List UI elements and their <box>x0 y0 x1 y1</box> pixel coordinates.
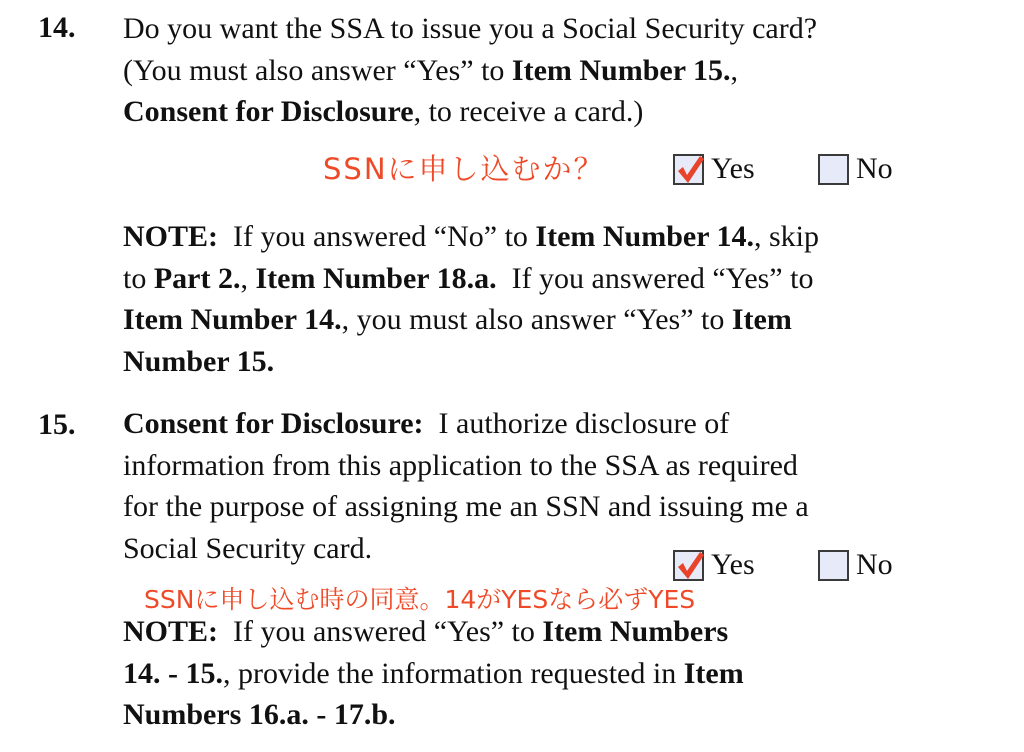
text-line <box>123 91 983 133</box>
text-line <box>123 611 983 653</box>
item-14-no-checkbox[interactable] <box>818 151 893 187</box>
text-line <box>123 403 983 445</box>
text-line <box>123 50 983 92</box>
item-14-annotation: SSNに申し込むか？ <box>323 152 605 186</box>
checkmark-icon <box>674 153 706 187</box>
text-run: , <box>730 53 738 87</box>
text-run: , skip <box>754 220 820 253</box>
bold-text: Item Number 15. <box>511 53 731 87</box>
text-line <box>123 486 983 528</box>
checkbox-box <box>673 154 704 185</box>
bold-text: Consent for Disclosure <box>123 95 414 128</box>
text-run: to <box>123 261 154 295</box>
item-15-no-label: No <box>856 548 893 581</box>
item-15-note <box>123 611 983 736</box>
checkbox-box <box>818 154 849 185</box>
bold-text: Item Numbers <box>542 615 729 648</box>
text-line <box>123 8 983 50</box>
item-15-no-checkbox[interactable] <box>818 547 893 583</box>
bold-text: Consent for Disclosure: <box>123 407 424 440</box>
text-run: , to receive a card.) <box>413 95 644 128</box>
item-14-number: 14. <box>38 11 76 44</box>
item-15-consent <box>123 403 983 569</box>
text-run: If you answered “Yes” to <box>496 261 814 295</box>
bold-text: NOTE: <box>123 220 219 253</box>
item-15-number: 15. <box>38 408 76 441</box>
item-15-yes-label: Yes <box>711 548 755 581</box>
bold-text: Part 2. <box>153 261 241 295</box>
bold-text: Item <box>731 303 792 336</box>
bold-text: Number 15. <box>123 344 275 378</box>
text-run: I authorize disclosure of <box>423 407 730 440</box>
checkmark-icon <box>674 549 706 583</box>
text-run: (You must also answer “Yes” to <box>123 53 512 87</box>
item-14-question <box>123 8 983 133</box>
text-run: If you answered “Yes” to <box>218 615 543 648</box>
bold-text: Item Number 18.a. <box>255 261 497 295</box>
text-line <box>123 694 983 736</box>
bold-text: Item Number 14. <box>123 303 342 336</box>
text-run: for the purpose of assigning me an SSN and issuing me a <box>123 490 809 523</box>
item-15-yes-checkbox[interactable] <box>673 547 755 583</box>
text-line <box>123 258 983 300</box>
text-run: information from this application to the SSA as required <box>123 448 798 482</box>
bold-text: 14. - 15. <box>123 656 223 690</box>
text-line <box>123 216 983 258</box>
item-14-note <box>123 216 983 382</box>
item-14-yes-label: Yes <box>711 152 755 185</box>
bold-text: Item Number 14. <box>535 220 754 253</box>
text-line <box>123 653 983 695</box>
text-run: If you answered “No” to <box>218 220 536 253</box>
checkbox-box <box>818 550 849 581</box>
text-run: , you must also answer “Yes” to <box>341 303 732 336</box>
text-line <box>123 341 983 383</box>
item-14-yes-checkbox[interactable] <box>673 151 755 187</box>
checkbox-box <box>673 550 704 581</box>
bold-text: NOTE: <box>123 615 219 648</box>
item-14-no-label: No <box>856 152 893 185</box>
item-15-annotation: SSNに申し込む時の同意。14がYESなら必ずYES <box>144 585 696 614</box>
text-run: Do you want the SSA to issue you a Social Security card? <box>123 12 818 45</box>
text-line <box>123 299 983 341</box>
text-run: , <box>240 261 256 295</box>
bold-text: Numbers 16.a. - 17.b. <box>123 698 396 731</box>
text-run: Social Security card. <box>123 531 373 565</box>
text-run: , provide the information requested in <box>223 656 684 690</box>
text-line <box>123 445 983 487</box>
bold-text: Item <box>683 656 744 690</box>
